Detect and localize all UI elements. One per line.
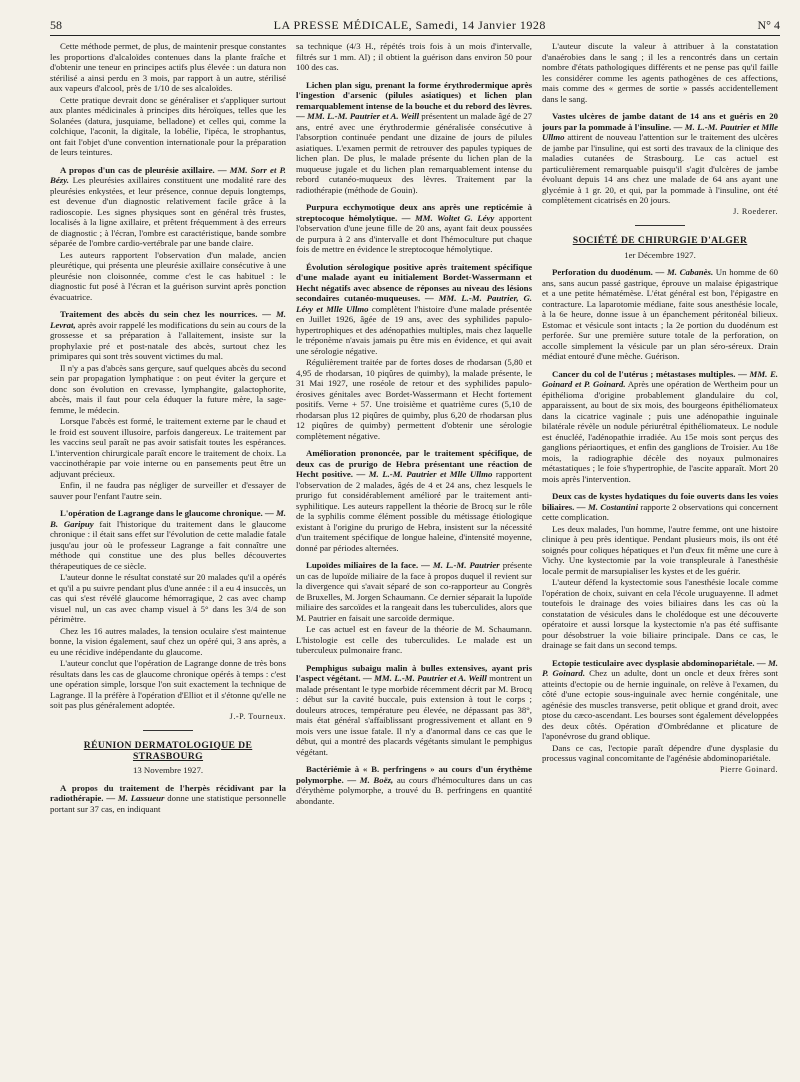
article-text: rapportent l'observation de 2 malades, âgés de 4 et 24 ans, chez lesquels le prurigo fut considérablement amélioré par le traitement anti-syphilitique. Les auteurs rappellent la théorie de Brocq sur le rôle de la syphilis comme élément possible du métissage étiologique existant à l'origine du prurigo de Hebra, insistent sur la nécessité d'un traitement spécifique de longue haleine, d'intensité moyenne, donné par périodes alternées.: [296, 469, 532, 553]
article-text: montrent un malade présentant le type morbide récemment décrit par M. Brocq : début sur la cavité buccale, puis extension à tout le corps ; douleurs atroces, température peu élevée, ne dépassant pas 38°, mais état général s'affaiblissant progressivement et allant en 9 mois vers une issue fatale. Il n'y a d'anormal dans ce cas que le début, qui a montré des placards végétants simulant le pemphigus végétant.: [296, 673, 532, 757]
article-authors: — M. L.-M. Pautrier: [421, 560, 500, 570]
separator-rule: [635, 225, 685, 226]
article-text: Chez un adulte, dont un oncle et deux frères sont atteints d'ectopie ou de hernie inguinale, on relève à l'examen, du côté d'une ectopie sous-inguinale avec hernie congénitale, une agénésie des muscles transverse, petit oblique et grand droit, avec ptose du cæco-ascendant. Les bourses sont également développées des deux côtés. Opération d'Ombrédanne et plicature de l'aponévrose du grand oblique.: [542, 668, 778, 741]
article-text: fait l'historique du traitement dans le glaucome chronique : il était sans effet sur l'évolution de cette maladie fatale jusqu'au jour où le professeur Lagrange a fait connaître une méthode qui constitue une des plus belles découvertes thérapeutiques de ce siècle.: [50, 518, 286, 571]
article-title: Évolution sérologique positive après traitement spécifique d'une malade ayant eu initialement Bordet-Wassermann et Hecht négatifs avec absence de réponses au niveau des lésions secondaires cutanéo-muqueuses.: [296, 261, 532, 303]
signature: J.-P. Tourneux.: [229, 711, 286, 721]
paragraph: Régulièrement traitée par de fortes doses de rhodarsan (5,80 et 4,95 de rhodarsan, 10 piqûres de quimby), la malade présente, le 31 Mai 1927, une roséole de retour et des syphilides papulo-érosives génitales avec Bordet-Wassermann et Hecht fortement positifs. Verne + 57. Une troisième et quatrième cures (5,10 de rhodarsan plus 12 piqûres de quimby, plus 6,20 de rhodarsan plus 12 piqûres de quimby) permettent d'obtenir une sérologie complètement négative.: [296, 357, 532, 441]
section-heading: SOCIÉTÉ DE CHIRURGIE D'ALGER: [572, 235, 748, 246]
article-purpura: [296, 202, 532, 255]
article-cancer-col-uterus: [542, 369, 778, 485]
article-title: Lupoïdes miliaires de la face.: [306, 560, 419, 570]
article-authors: — MM. E. Goinard et P. Goinard.: [542, 368, 778, 389]
article-title: Bactériémie à « B. perfringens » au cours d'un érythème polymorphe.: [296, 764, 532, 785]
signature: J. Roederer.: [733, 206, 778, 216]
article-kystes-hydatiques: [542, 491, 778, 523]
paragraph: L'auteur conclut que l'opération de Lagrange donne de très bons résultats dans les cas de glaucome chronique opérés à temps : c'est une opération simple, lorsque l'on suit exactement la technique de Lagrange. Il la préfère à l'opération d'Elliot et il s'étonne qu'elle ne soit pas plus généralement adoptée.: [50, 658, 286, 710]
article-authors: — MM. L.-M. Pautrier et A. Weill: [362, 673, 487, 683]
article-lupoides: [296, 560, 532, 623]
issue-number: N° 4: [757, 18, 780, 32]
article-perforation-duodenum: [542, 267, 778, 362]
section-heading: RÉUNION DERMATOLOGIQUE DE STRASBOURG: [83, 740, 253, 762]
paragraph: Les deux malades, l'un homme, l'autre femme, ont une histoire clinique à peu près identique. Pendant plusieurs mois, ils ont été soignés pour coliques hépatiques et l'un d'eux fit même une cure à Vichy. Une kystectomie par la voie transpleurale à l'anesthésie locale permit de marsupialiser les kystes et de les guérir.: [542, 523, 778, 576]
article-title: A propos du traitement de l'herpès récidivant par la radiothérapie.: [50, 782, 286, 803]
paragraph: Cette pratique devrait donc se généraliser et s'appliquer surtout aux plantes médicinales à principes dits héroïques, telles que les Solanées (datura, jusquiame, belladone) et celles qui, comme la colchique, l'aconit, la digitale, la lobélie, l'ipéca, le strophantus, ont fait l'objet d'une convention internationale pour la préparation de leurs teintures.: [50, 94, 286, 157]
article-title: Amélioration prononcée, par le traitement spécifique, de deux cas de prurigo de Hebra présentant une réaction de Hecht positive.: [296, 448, 532, 479]
paragraph: Cette méthode permet, de plus, de maintenir presque constantes les proportions d'alcaloïdes contenues dans la plante fraîche et d'obtenir une teneur en principes actifs plus élevée : un datura non stérilisé a ainsi perdu en 3 mois, par rapport à un autre, stérilisé aux vapeurs d'alcool, près de 1/10 de ses alcaloïdes.: [50, 41, 286, 93]
article-lagrange: [50, 508, 286, 571]
article-text: présente un cas de lupoïde miliaire de la face à propos duquel il revient sur la divergence qui s'avait séparé de son co-rapporteur au Congrès de Bruxelles, M. Jorgen Schaumann. Ce dernier séparait la lupoïde miliaire des sarcoïdes et la rangeait dans les tuberculides, alors que M. Pautrier en faisait une sarcoïde dermique.: [296, 560, 532, 623]
article-text: complètent l'histoire d'une malade présentée en Juillet 1926, âgée de 19 ans, avec des syphilides papulo-hypertrophiques et des adénopathies multiples, mais chez laquelle le tréponème n'avais jamais pu être mis en évidence, et qui avait une sérologie négative.: [296, 303, 532, 356]
article-text: Les pleurésies axillaires constituent une modalité rare des pleurésies enkystées, et leur présence, connue depuis longtemps, est devenue d'un diagnostic relativement facile grâce à la radioscopie. Les signes physiques sont en général très frustes, localisés à la ligne axillaire, et prêtent fréquemment à des erreurs de diagnostic ; à l'écran, l'ombre est caractéristique, bande sombre séparée de l'ombre cardio-vertébrale par une bande claire.: [50, 175, 286, 248]
paragraph: Il n'y a pas d'abcès sans gerçure, sauf quelques abcès du second sein par propagation lymphatique : on peut éviter la gerçure et donc son évolution en crevasse, lymphangite, galactophorite, abcès, mais il faut pour cela éduquer la future mère, la sage-femme, le médecin.: [50, 362, 286, 415]
article-abces-sein: [50, 309, 286, 362]
article-title: Cancer du col de l'utérus ; métastases multiples.: [552, 368, 736, 379]
article-text: donne une statistique personnelle portant sur 37 cas, en indiquant: [50, 793, 286, 814]
paragraph: L'auteur discute la valeur à attribuer à la constatation d'anaérobies dans le sang ; il les a rencontrés dans un certain nombre d'états pathologiques différents et ne pense pas qu'il faille les considérer comme les agents pathogènes de ces affections, mais comme des « germes de sortie » passés accidentellement dans le sang.: [542, 41, 778, 104]
article-authors: — M. Costantini: [576, 501, 639, 512]
article-authors: — MM. L.-M. Pautrier et A. Weill: [296, 111, 420, 121]
article-pleuresie: [50, 165, 286, 249]
page-header: [50, 18, 780, 32]
column-2: [296, 41, 532, 1061]
article-text: après avoir rappelé les modifications du sein au cours de la grossesse et sa préparation à l'allaitement, insiste sur la prophylaxie pré et post-natale des abcès, surtout chez les primipares qui sont très souvent victimes du mal.: [50, 319, 286, 361]
article-title: Deux cas de kystes hydatiques du foie ouverts dans les voies biliaires.: [542, 491, 778, 512]
article-text: attirent de nouveau l'attention sur le traitement des ulcères de jambe par l'insuline, qui est sorti des travaux de la clinique des maladies cutanées de Strasbourg. Le cas actuel est particulièrement remarquable puisqu'il s'agit d'ulcères de jambe évoluant depuis 14 ans chez une malade de 64 ans ayant une glycémie à 1 gr. 20, et qui, par la pommade à l'insuline, ont été complètement cicatrisés en 20 jours.: [542, 132, 778, 205]
signature: Pierre Goinard.: [720, 764, 778, 774]
article-title: A propos d'un cas de pleurésie axillaire.: [60, 164, 215, 175]
article-authors: — M. Cabanès.: [655, 267, 714, 277]
article-authors: — M. Lassueur: [106, 793, 165, 803]
article-title: L'opération de Lagrange dans le glaucome chronique.: [60, 508, 263, 518]
article-herpes: [50, 783, 286, 815]
article-title: Pemphigus subaigu malin à bulles extensives, ayant pris l'aspect végétant.: [296, 662, 532, 683]
article-title: Ectopie testiculaire avec dysplasie abdominopariétale.: [552, 657, 755, 668]
article-authors: — M. P. Goinard.: [542, 657, 778, 678]
columns: [50, 41, 780, 1061]
page-number: 58: [50, 18, 62, 32]
section-date: 1er Décembre 1927.: [624, 249, 696, 260]
article-prurigo: [296, 448, 532, 553]
section-date: 13 Novembre 1927.: [132, 765, 204, 775]
paragraph: L'auteur défend la kystectomie sous l'anesthésie locale comme l'opération de choix, suivant en cela l'école uruguayenne. Il admet toutefois le drainage des voies biliaires dans les cas où la constatation de vésicules dans le cholédoque est une découverte opératoire et aussi lorsque la kystectomie n'a pas été suffisante pour désobstruer la voie biliaire principale. Dans ce cas, le drainage se fait dans un second temps.: [542, 577, 778, 650]
article-evolution-serologique: [296, 262, 532, 357]
article-text: rapporte 2 observations qui concernent cette complication.: [542, 501, 778, 522]
journal-title: LA PRESSE MÉDICALE, Samedi, 14 Janvier 1928: [273, 18, 546, 32]
article-pemphigus: [296, 663, 532, 758]
paragraph: Chez les 16 autres malades, la tension oculaire s'est maintenue bonne, la vision également, sauf chez un opéré qui, 3 ans après, a eu une récidive indépendante du glaucome.: [50, 625, 286, 657]
header-rule: [50, 35, 780, 36]
paragraph: Les auteurs rapportent l'observation d'un malade, ancien pleurétique, qui présenta une pleurésie axillaire consécutive à une pleurésie non cloisonnée, comme c'est le cas habituel : le diagnostic fut posé à l'écran et la guérison survint après ponction évacuatrice.: [50, 249, 286, 302]
article-title: Lichen plan sigu, prenant la forme érythrodermique après l'ingestion d'arsenic (pilules asiatiques) et lichen plan remarquablement intense de la bouche et du rebord des lèvres.: [296, 79, 532, 111]
article-authors: — MM. Sorr et P. Bézy.: [50, 164, 286, 185]
article-text: apportent l'observation d'une jeune fille de 20 ans, ayant fait deux poussées de purpura à 2 ans d'intervalle et dont l'hémoculture put chaque fois de mettre en évidence le streptocoque hémolytique.: [296, 212, 532, 254]
paragraph: Dans ce cas, l'ectopie paraît dépendre d'une dysplasie du processus vaginal concomitante de l'agénésie abdominopariétale.: [542, 742, 778, 763]
column-1: [50, 41, 286, 1061]
article-lichen-plan: [296, 80, 532, 196]
article-ectopie-testiculaire: [542, 658, 778, 742]
article-ulceres-jambe: [542, 111, 778, 206]
article-title: Vastes ulcères de jambe datant de 14 ans et guéris en 20 jours par la pommade à l'insuline.: [542, 111, 778, 132]
article-authors: — M. L.-M. Pautrier et Mlle Ullmo: [542, 121, 778, 142]
paragraph: Lorsque l'abcès est formé, le traitement externe par le chaud et le froid est souvent illusoire, parfois dangereux. Le traitement par les vaccins seul paraît ne pas avoir satisfait toutes les espérances. L'intervention chirurgicale paraît encore le traitement de choix. La vaccinothérapie par voie interne ou en pansements peut être un adjuvant précieux.: [50, 416, 286, 479]
article-text: Un homme de 60 ans, sans aucun passé gastrique, éprouve un malaise épigastrique et a une petite hématémèse. L'état général est bon, l'épigastre en contracture. La laparotomie médiane, faite sous anesthésie locale, à la 6e heure, donne issue à un épanchement péritonéal bilieux. Estomac et vésicule sont intacts ; la 2e portion du duodénum est perforée. Sur une première suture totale de la perforation, on accolle simplement la vésicule par un plan séro-séreux. Drain médiat entouré d'une mèche. Guérison.: [542, 267, 778, 361]
article-text: présentent un malade âgé de 27 ans, entré avec une érythrodermie généralisée consécutive à l'absorption continuée pendant une dizaine de jours de pilules asiatiques. L'examen permit de retrouver des papules typiques de lichen plan. De plus, le malade présente du lichen plan de la muqueuse jugale et du lichen plan remarquablement intense du rebord cutanéo-muqueux des lèvres. Traitement par la radiothérapie (méthode de Gouin).: [296, 111, 532, 195]
article-title: Traitement des abcès du sein chez les nourrices.: [60, 309, 258, 319]
article-authors: — M. B. Garipuy: [50, 508, 286, 529]
paragraph: Enfin, il ne faudra pas négliger de surveiller et d'essayer de sauver pour l'enfant l'autre sein.: [50, 480, 286, 501]
article-authors: — M. Boëz,: [347, 774, 394, 785]
article-authors: — M. L.-M. Pautrier et Mlle Ullmo: [356, 469, 493, 479]
separator-rule: [143, 730, 193, 731]
article-authors: — MM. Woltet G. Lévy: [401, 212, 495, 223]
article-authors: — MM. L.-M. Pautrier, G. Lévy et Mlle Ullmo: [296, 293, 532, 314]
article-authors: — M. Levrat,: [50, 309, 286, 330]
article-title: Perforation du duodénum.: [552, 267, 653, 277]
article-text: au cours d'hémocultures dans un cas d'érythème polymorphe, a trouvé du B. perfringens en quantité abondante.: [296, 774, 532, 806]
paragraph: Le cas actuel est en faveur de la théorie de M. Schaumann. L'histologie est celle des tuberculides. Le malade est un tuberculeux pulmonaire franc.: [296, 624, 532, 655]
article-bacteriemie: [296, 764, 532, 806]
article-text: Après une opération de Wertheim pour un épithélioma d'origine probablement glandulaire du col, apparaissent, au bout de six mois, des bourgeons épithéliomateux dans la cicatrice vaginale ; puis une adénopathie inguinale bilatérale révèle un nodule périurétral épithéliomateux. Le nodule est énucléé, l'adénopathie irradiée. Au 15e mois sont perçus des ganglions périaortiques, et enfin des ganglions de Troisier. Au 18e mois, la radiographie décèle des noyaux pulmonaires métastatiques ; le foie s'hypertrophie, de l'ascite apparaît. Mort 20 mois après l'intervention.: [542, 379, 778, 484]
article-title: Purpura ecchymotique deux ans après une repticémie à streptocoque hémolytique.: [296, 202, 532, 223]
paragraph: L'auteur donne le résultat constaté sur 20 malades qu'il a opérés et qu'il a pu suivre pendant plus d'une année : il a eu 4 insuccès, un cas qui s'est révélé glaucome hémorragique, 2 cas avec champ visuel nul, un cas avec champ visuel à 5° dans les 3/4 de son périmètre.: [50, 572, 286, 624]
paragraph: sa technique (4/3 H., répétés trois fois à un mois d'intervalle, filtrés sur 1 mm. Al) ; il obtient la guérison dans environ 50 pour 100 des cas.: [296, 41, 532, 72]
column-3: [542, 41, 778, 1061]
